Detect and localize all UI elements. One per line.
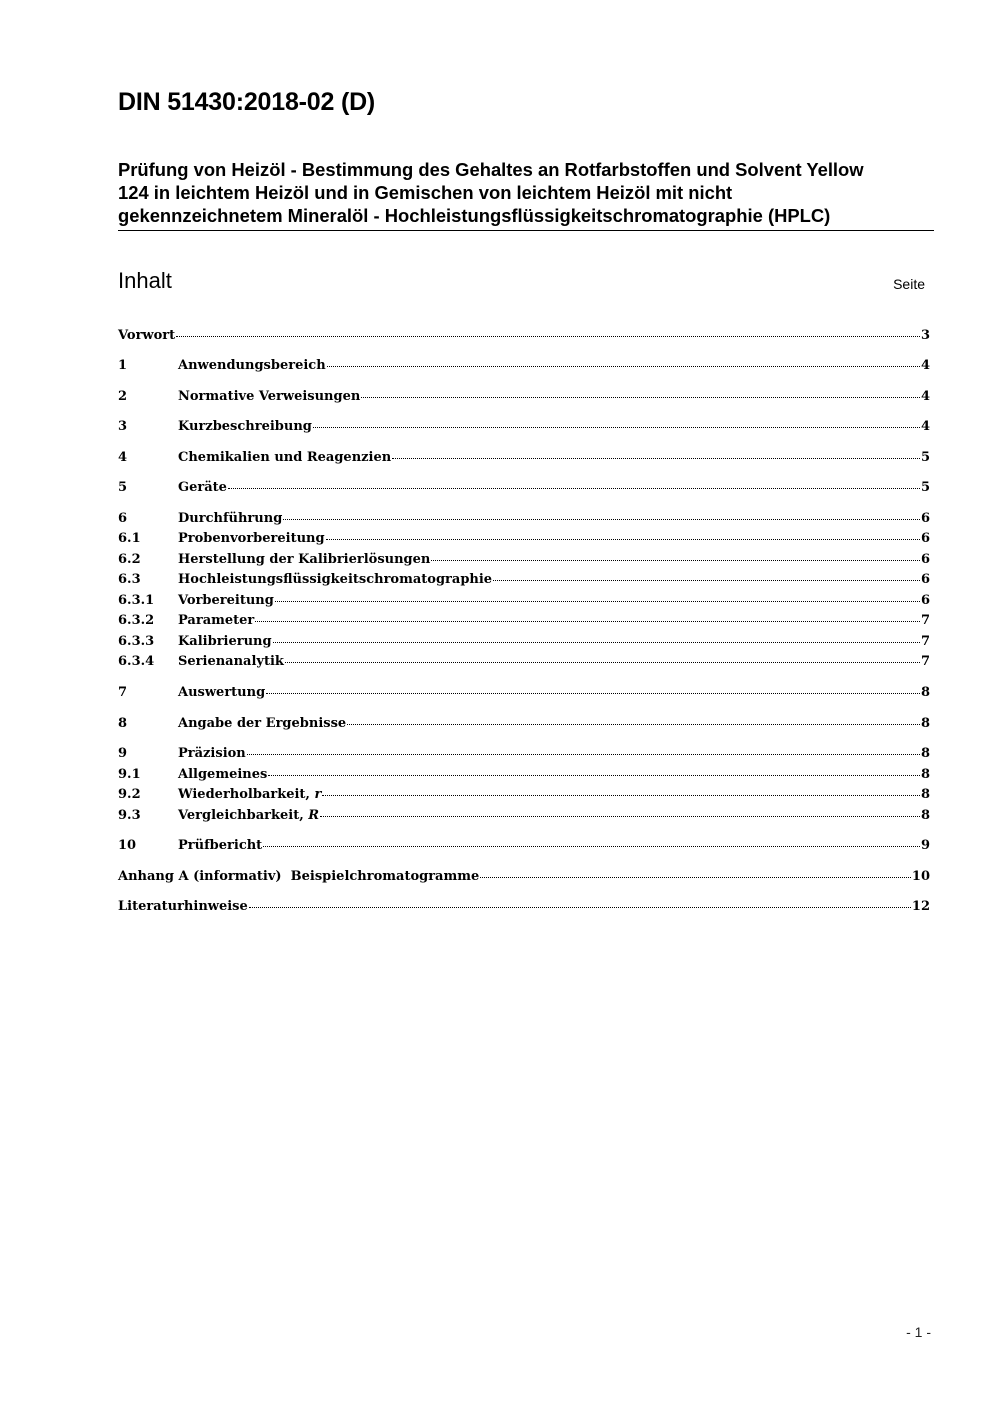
toc-entry-page: 4 [920,419,930,434]
toc-entry-number: 8 [118,716,128,731]
toc-entry-number: 6.3.1 [118,593,155,608]
toc-entry-number: 9 [118,746,128,761]
toc-entry-7[interactable] [118,683,930,702]
toc-entry-label: Vorwort [118,328,176,343]
toc-entry-label: Präzision [178,746,246,761]
toc-entry-6[interactable] [118,509,930,528]
toc-entry-6-3[interactable] [118,570,930,589]
toc-dot-leader [480,877,911,878]
toc-entry-9[interactable] [118,744,930,763]
toc-entry-page: 5 [920,450,930,465]
toc-entry-8[interactable] [118,714,930,733]
toc-entry-number: 7 [118,685,128,700]
toc-entry-label: Herstellung der Kalibrierlösungen [178,552,431,567]
toc-entry-9-1[interactable] [118,765,930,784]
toc-entry-page: 4 [920,358,930,373]
toc-entry-6-2[interactable] [118,550,930,569]
toc-entry-label: Durchführung [178,511,283,526]
toc-entry-2[interactable] [118,387,930,406]
toc-entry-anhang-a[interactable] [118,867,930,886]
toc-heading: Inhalt [118,268,172,293]
toc-entry-label: Angabe der Ergebnisse [178,716,347,731]
toc-entry-number: 6.3.4 [118,654,155,669]
toc-entry-number: 4 [118,450,128,465]
toc-dot-leader [347,724,920,725]
toc-entry-6-3-2[interactable] [118,611,930,630]
toc-entry-6-3-4[interactable] [118,652,930,671]
toc-entry-label [178,785,321,804]
toc-dot-leader [283,519,920,520]
toc-entry-label: Auswertung [178,685,266,700]
toc-entry-label: Vorbereitung [178,593,274,608]
toc-entry-4[interactable] [118,448,930,467]
toc-entry-label: Anhang A (informativ) Beispielchromatogramme [118,869,480,884]
toc-entry-page: 8 [920,685,930,700]
toc-entry-label: Kurzbeschreibung [178,419,312,434]
toc-entry-page: 8 [920,808,930,823]
toc-entry-page: 8 [920,787,930,802]
toc-entry-number: 5 [118,480,128,495]
toc-entry-page: 7 [920,634,930,649]
toc-entry-label: Chemikalien und Reagenzien [178,450,392,465]
toc-entry-page: 9 [920,838,930,853]
toc-entry-number: 6.3 [118,572,141,587]
toc-entry-label-text: Wiederholbarkeit, [178,787,315,802]
toc-entry-page: 6 [920,552,930,567]
toc-entry-label-symbol: r [314,787,322,802]
toc-dot-leader [176,336,920,337]
toc-dot-leader [255,621,920,622]
toc-entry-label: Prüfbericht [178,838,263,853]
toc-entry-page: 8 [920,716,930,731]
toc-entry-label-symbol: R [308,808,320,823]
toc-entry-page: 3 [920,328,930,343]
toc-entry-3[interactable] [118,417,930,436]
toc-entry-page: 8 [920,746,930,761]
toc-entry-number: 1 [118,358,128,373]
toc-entry-1[interactable] [118,356,930,375]
toc-entry-6-3-3[interactable] [118,632,930,651]
toc-entry-label [178,806,319,825]
toc-entry-literaturhinweise[interactable] [118,897,930,916]
toc-entry-label: Hochleistungsflüssigkeitschromatographie [178,572,493,587]
toc-entry-page: 8 [920,767,930,782]
toc-entry-page: 7 [920,654,930,669]
toc-dot-leader [361,397,920,398]
toc-entry-number: 6 [118,511,128,526]
toc-entry-page: 10 [911,869,930,884]
toc-dot-leader [268,775,920,776]
toc-dot-leader [228,488,920,489]
toc-dot-leader [326,539,920,540]
toc-entry-number: 9.2 [118,787,141,802]
toc-dot-leader [249,907,911,908]
toc-entry-label: Serienanalytik [178,654,284,669]
toc-dot-leader [266,693,920,694]
toc-entry-page: 6 [920,593,930,608]
toc-entry-page: 5 [920,480,930,495]
toc-page-column-label: Seite [893,276,925,292]
toc-entry-number: 6.2 [118,552,141,567]
toc-entry-page: 6 [920,531,930,546]
document-id: DIN 51430:2018-02 (D) [118,88,376,116]
toc-entry-page: 6 [920,572,930,587]
toc-dot-leader [247,754,920,755]
toc-dot-leader [322,795,920,796]
toc-dot-leader [431,560,920,561]
toc-entry-number: 6.3.2 [118,613,155,628]
toc-entry-10[interactable] [118,836,930,855]
toc-dot-leader [392,458,920,459]
toc-dot-leader [320,816,920,817]
toc-dot-leader [263,846,920,847]
toc-dot-leader [273,642,920,643]
toc-dot-leader [493,580,920,581]
toc-dot-leader [327,366,920,367]
toc-entry-9-3[interactable] [118,806,930,825]
toc-entry-label-text: Vergleichbarkeit, [178,808,309,823]
toc-entry-label: Parameter [178,613,255,628]
toc-entry-6-1[interactable] [118,529,930,548]
toc-entry-page: 7 [920,613,930,628]
toc-entry-label: Anwendungsbereich [178,358,326,373]
toc-entry-label: Kalibrierung [178,634,272,649]
toc-entry-page: 4 [920,389,930,404]
toc-entry-number: 6.1 [118,531,141,546]
toc-entry-number: 2 [118,389,128,404]
toc-entry-page: 6 [920,511,930,526]
page-number: - 1 - [906,1324,931,1340]
toc-dot-leader [285,662,920,663]
toc-entry-label: Literaturhinweise [118,899,248,914]
document-title: Prüfung von Heizöl - Bestimmung des Gehaltes an Rotfarbstoffen und Solvent Yellow 124 in leichtem Heizöl und in Gemischen von leichtem Heizöl mit nicht gekennzeichnetem Mineralöl - Hochleistungsflüssigkeitschromatographie (HPLC) [118,158,934,231]
toc-entry-number: 3 [118,419,128,434]
toc-entry-number: 6.3.3 [118,634,155,649]
toc-entry-label: Geräte [178,480,227,495]
toc-entry-5[interactable] [118,478,930,497]
toc-entry-label: Probenvorbereitung [178,531,325,546]
toc-entry-number: 9.1 [118,767,141,782]
toc-entry-page: 12 [911,899,930,914]
toc-entry-label: Allgemeines [178,767,268,782]
toc-entry-number: 9.3 [118,808,141,823]
toc-entry-vorwort[interactable] [118,326,930,345]
toc-dot-leader [313,427,920,428]
toc-entry-9-2[interactable] [118,785,930,804]
toc-entry-label: Normative Verweisungen [178,389,361,404]
toc-dot-leader [275,601,920,602]
toc-entry-number: 10 [118,838,137,853]
toc-entry-6-3-1[interactable] [118,591,930,610]
